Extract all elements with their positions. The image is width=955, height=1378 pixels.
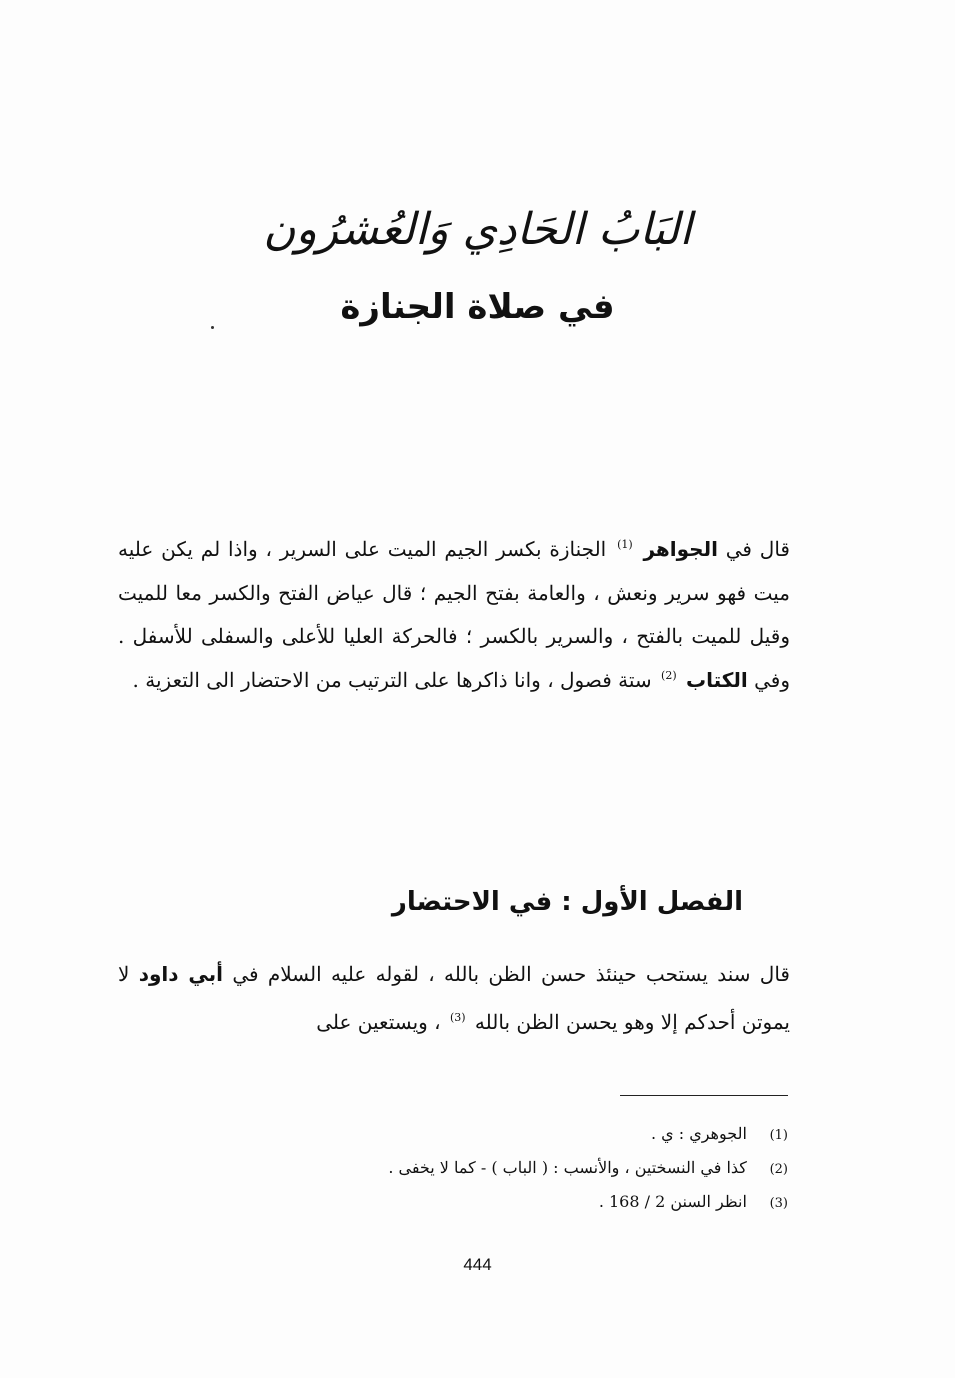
paragraph-text: ، ويستعين على	[316, 1010, 441, 1034]
footnote-number: (1)	[769, 1128, 788, 1143]
paragraph-text: قال سند يستحب حينئذ حسن الظن بالله ، لقوله عليه السلام في	[232, 962, 790, 986]
paragraph-text: لا يموتن أحدكم إلا وهو يحسن الظن بالله	[118, 962, 790, 1034]
intro-paragraph	[118, 528, 790, 702]
footnote-ref-3[interactable]: (3)	[449, 1011, 466, 1025]
section-heading: الفصل الأول : في الاحتضار	[391, 887, 743, 917]
source-name-jawahir: الجواهر	[643, 537, 718, 561]
footnote-ref-2[interactable]: (2)	[661, 668, 677, 682]
footnote-divider	[620, 1095, 788, 1096]
footnote-number: (2)	[769, 1162, 788, 1177]
footnote-item	[300, 1118, 788, 1152]
section-paragraph	[118, 950, 790, 1046]
footnote-text: انظر السنن 2 / 168 .	[598, 1192, 747, 1211]
footnote-number: (3)	[769, 1196, 788, 1211]
footnotes	[300, 1118, 788, 1220]
page-number: 444	[463, 1255, 492, 1274]
footnote-item	[300, 1152, 788, 1186]
source-name-kitab: الكتاب	[685, 667, 748, 692]
source-name-abu-dawud: أبي داود	[138, 962, 224, 986]
footnote-item	[300, 1186, 788, 1220]
footnote-ref-1[interactable]: (1)	[617, 538, 633, 552]
chapter-subtitle: في صلاة الجنازة	[340, 287, 615, 327]
paragraph-text: ستة فصول ، وانا ذاكرها على الترتيب من الاحتضار الى التعزية .	[132, 667, 652, 692]
footnote-text: الجوهري : ي .	[650, 1124, 747, 1143]
paragraph-text: قال في	[725, 537, 790, 561]
paragraph-text: الجنازة بكسر الجيم الميت على السرير ، واذا لم يكن عليه ميت فهو سرير ونعش ، والعامة بفتح الجيم ؛ قال عياض الفتح والكسر معا للميت وقيل للميت بالفتح ، والسرير بالكسر ؛ فالحركة العليا للأعلى والسفلى للأسفل . وفي	[118, 537, 790, 692]
footnote-text: كذا في النسختين ، والأنسب : ( الباب ) - كما لا يخفى .	[388, 1158, 747, 1177]
scan-speck	[211, 326, 214, 329]
chapter-title: البَابُ الحَادِي وَالعُشرُون	[263, 204, 692, 255]
